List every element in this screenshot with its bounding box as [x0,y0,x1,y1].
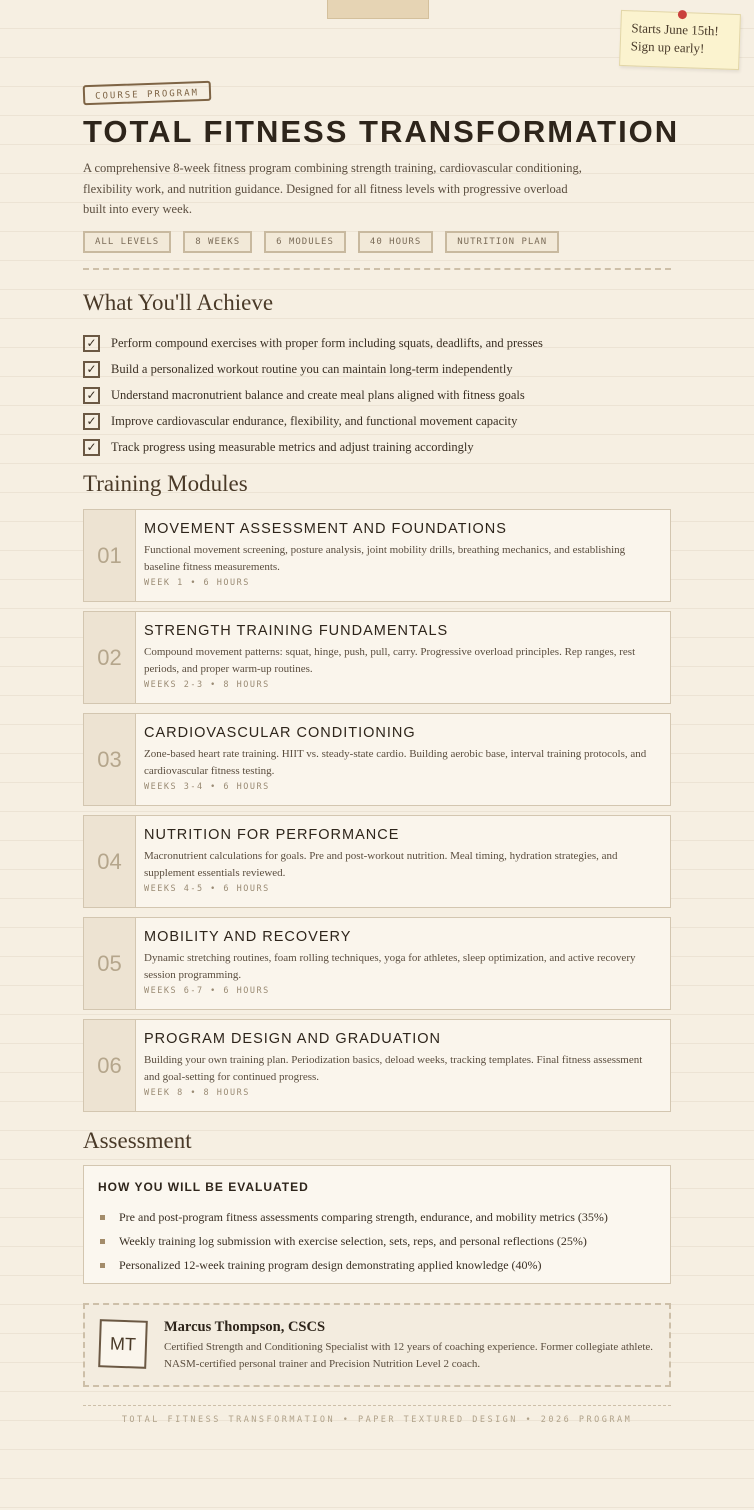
module-title: PROGRAM DESIGN AND GRADUATION [144,1031,442,1047]
tag-all-levels: ALL LEVELS [83,231,171,253]
tape-strip [327,0,429,19]
module-number: 06 [84,1020,136,1111]
module-card [83,509,671,602]
checkbox-checked-icon: ✓ [83,439,100,456]
tag-modules: 6 MODULES [264,231,346,253]
module-card [83,713,671,806]
course-program-stamp: COURSE PROGRAM [83,81,212,105]
page-title: TOTAL FITNESS TRANSFORMATION [83,114,680,149]
module-card [83,1019,671,1112]
module-card [83,917,671,1010]
footer-divider [83,1405,671,1406]
achieve-item-text: Build a personalized workout routine you can maintain long-term independently [111,361,513,376]
module-meta: WEEK 1 • 6 HOURS [144,578,250,588]
achieve-item-text: Understand macronutrient balance and create meal plans aligned with fitness goals [111,387,525,402]
module-meta: WEEKS 3-4 • 6 HOURS [144,782,270,792]
sticky-note-line-1: Starts June 15th! [631,20,719,39]
bullet-icon [100,1263,105,1268]
module-card [83,815,671,908]
sticky-note [619,10,741,70]
assessment-item-text: Personalized 12-week training program design demonstrating applied knowledge (40%) [119,1257,542,1272]
assessment-heading: Assessment [83,1128,192,1153]
module-meta: WEEKS 6-7 • 6 HOURS [144,986,270,996]
tag-row [83,231,559,253]
module-number: 04 [84,816,136,907]
module-description: Macronutrient calculations for goals. Pre and post-workout nutrition. Meal timing, hydration strategies, and supplement essentials reviewed. [144,850,618,879]
module-description: Compound movement patterns: squat, hinge, push, pull, carry. Progressive overload principles. Rep ranges, rest periods, and proper warm-up routines. [144,646,636,675]
module-number: 01 [84,510,136,601]
list-item [83,330,543,356]
checkbox-checked-icon: ✓ [83,361,100,378]
module-description: Zone-based heart rate training. HIIT vs. steady-state cardio. Building aerobic base, interval training protocols, and cardiovascular fitness testing. [144,748,647,777]
list-item [83,408,543,434]
bullet-icon [100,1215,105,1220]
intro-paragraph: A comprehensive 8-week fitness program combining strength training, cardiovascular conditioning, flexibility work, and nutrition guidance. Designed for all fitness levels with progressive overload built into every week. [83,161,582,216]
module-description: Building your own training plan. Periodization basics, deload weeks, tracking templates. Final fitness assessment and goal-setting for continued progress. [144,1054,643,1083]
module-title: NUTRITION FOR PERFORMANCE [144,827,400,843]
achieve-heading: What You'll Achieve [83,290,274,315]
sticky-note-line-2: Sign up early! [630,38,705,56]
checkbox-checked-icon: ✓ [83,413,100,430]
checkbox-checked-icon: ✓ [83,335,100,352]
module-title: MOVEMENT ASSESSMENT AND FOUNDATIONS [144,521,507,537]
assessment-item-text: Weekly training log submission with exercise selection, sets, reps, and personal reflections (25%) [119,1233,587,1248]
instructor-name: Marcus Thompson, CSCS [164,1319,326,1335]
module-meta: WEEK 8 • 8 HOURS [144,1088,250,1098]
assessment-box-title: HOW YOU WILL BE EVALUATED [98,1180,309,1194]
page-footer: TOTAL FITNESS TRANSFORMATION • PAPER TEXTURED DESIGN • 2026 PROGRAM [121,1415,633,1425]
list-item [83,356,543,382]
checkbox-checked-icon: ✓ [83,387,100,404]
section-divider [83,268,671,270]
assessment-list [100,1205,608,1277]
list-item [83,382,543,408]
achieve-item-text: Track progress using measurable metrics and adjust training accordingly [111,439,474,454]
module-card [83,611,671,704]
tag-nutrition-plan: NUTRITION PLAN [445,231,559,253]
module-meta: WEEKS 2-3 • 8 HOURS [144,680,270,690]
list-item [100,1205,608,1229]
instructor-bio: Certified Strength and Conditioning Specialist with 12 years of coaching experience. Former collegiate athlete. NASM-certified personal trainer and Precision Nutrition Level 2 coach. [164,1341,654,1370]
achieve-item-text: Perform compound exercises with proper form including squats, deadlifts, and presses [111,335,543,350]
module-meta: WEEKS 4-5 • 6 HOURS [144,884,270,894]
module-title: STRENGTH TRAINING FUNDAMENTALS [144,623,449,639]
sticky-note-text [630,19,719,58]
instructor-card [83,1303,671,1387]
list-item [83,434,543,460]
module-title: MOBILITY AND RECOVERY [144,929,352,945]
achieve-item-text: Improve cardiovascular endurance, flexibility, and functional movement capacity [111,413,518,428]
list-item [100,1229,608,1253]
assessment-item-text: Pre and post-program fitness assessments comparing strength, endurance, and mobility metrics (35%) [119,1209,608,1224]
module-description: Functional movement screening, posture analysis, joint mobility drills, breathing mechanics, and establishing baseline fitness measurements. [144,544,626,573]
bullet-icon [100,1239,105,1244]
instructor-avatar: MT [98,1319,148,1369]
list-item [100,1253,608,1277]
tag-weeks: 8 WEEKS [183,231,252,253]
module-description: Dynamic stretching routines, foam rolling techniques, yoga for athletes, sleep optimization, and active recovery session programming. [144,952,636,981]
module-number: 02 [84,612,136,703]
module-number: 03 [84,714,136,805]
achieve-list [83,330,543,460]
pin-icon [678,10,687,19]
tag-hours: 40 HOURS [358,231,433,253]
module-list [83,509,671,1121]
assessment-box [83,1165,671,1284]
module-title: CARDIOVASCULAR CONDITIONING [144,725,416,741]
modules-heading: Training Modules [83,471,248,496]
module-number: 05 [84,918,136,1009]
